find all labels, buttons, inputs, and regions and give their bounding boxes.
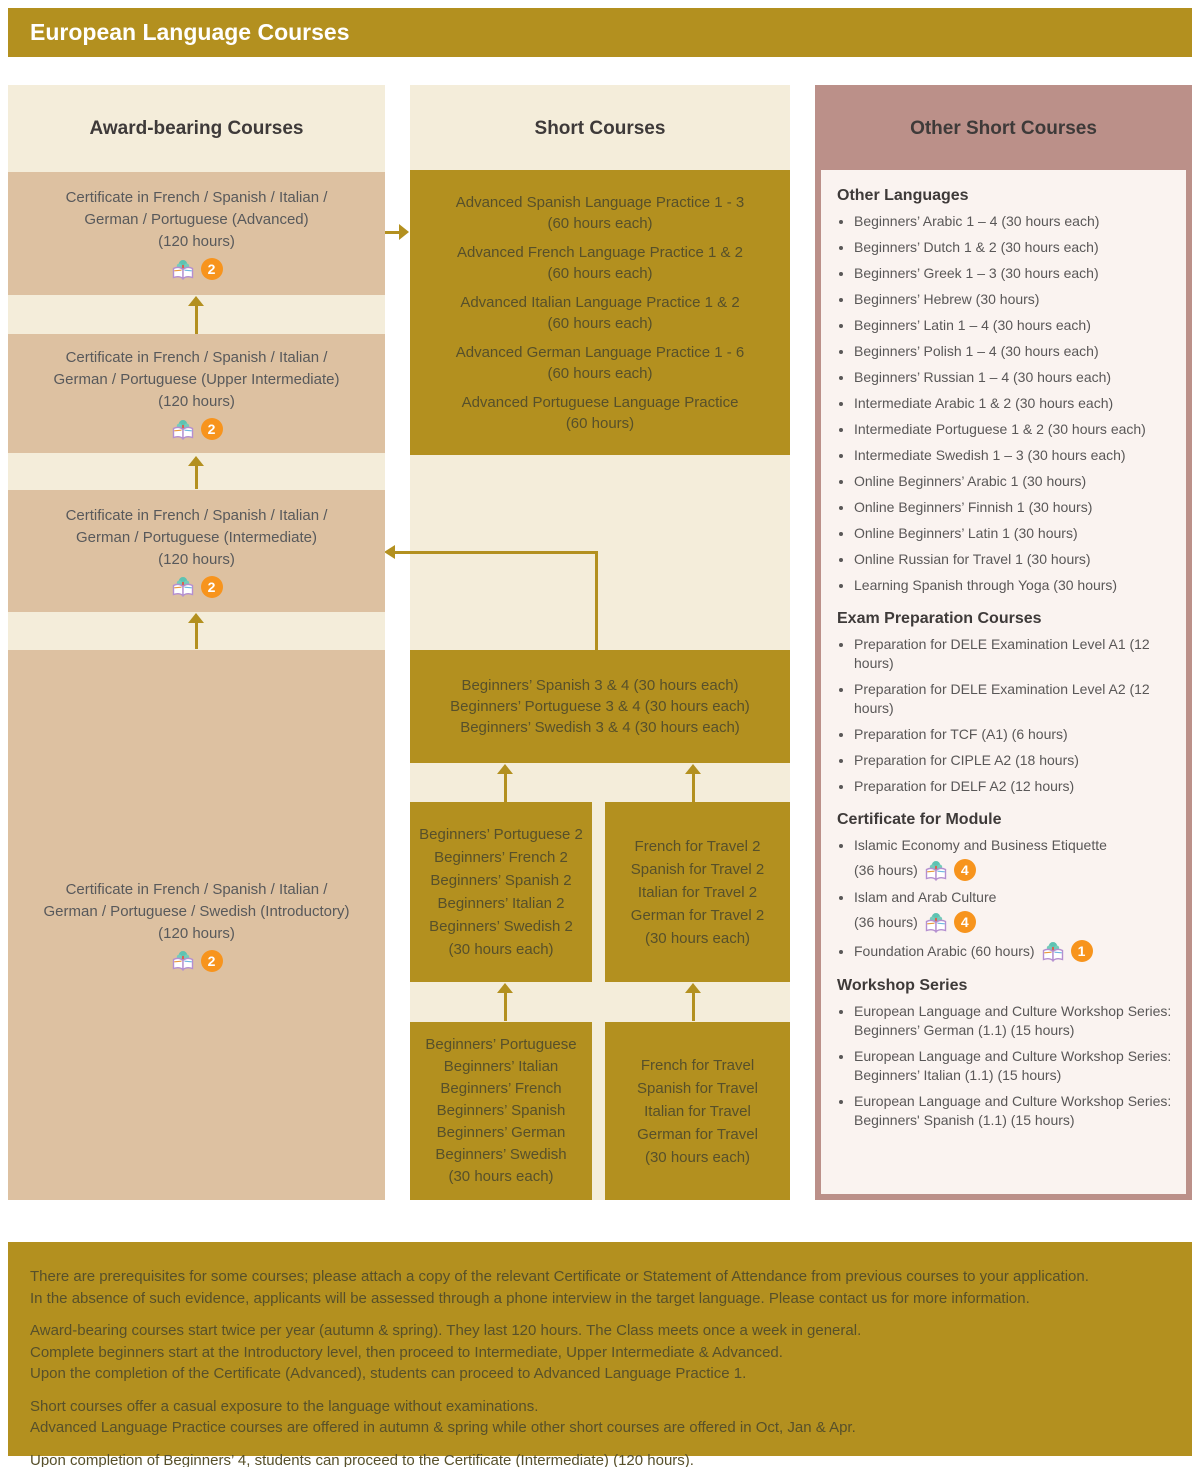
elbow-arrowhead: [384, 545, 395, 559]
course-item: • Learning Spanish through Yoga (30 hours): [854, 576, 1172, 595]
cert-intermediate-box: [8, 490, 385, 612]
course-hours: (60 hours each): [547, 364, 653, 382]
section-heading-exam-prep: Exam Preparation Courses: [837, 610, 1042, 627]
arrow-up-travel2-to-34: [685, 764, 701, 802]
course-item: • Preparation for TCF (A1) (6 hours): [854, 725, 1172, 744]
section-heading-other-languages: Other Languages: [837, 187, 969, 204]
course-title: Advanced Italian Language Practice 1 & 2: [460, 293, 740, 311]
credits-icon: [924, 860, 948, 881]
cert-introductory-box: [8, 650, 385, 1200]
box-line: Certificate in French / Spanish / Italian /: [65, 349, 328, 366]
box-line: (120 hours): [158, 924, 235, 942]
count-badge: 2: [201, 576, 223, 598]
footer-notes: [8, 1242, 1192, 1467]
box-line: (120 hours): [158, 550, 235, 568]
course-hours: (60 hours each): [547, 214, 653, 232]
workshop-list: [837, 1002, 1172, 1130]
course-item: • Preparation for DELE Examination Level A1 (12 hours): [854, 635, 1172, 673]
course-item: • Beginners’ Arabic 1 – 4 (30 hours each): [854, 212, 1172, 231]
credits-icon: [171, 259, 195, 280]
section-heading-cert-module: Certificate for Module: [837, 811, 1002, 828]
other-courses-panel: [821, 170, 1186, 1194]
footer-line: In the absence of such evidence, applicants will be assessed through a phone interview in the target language. Please contact us for more information.: [30, 1289, 1030, 1307]
box-line: Certificate in French / Spanish / Italian /: [65, 189, 328, 206]
cert-advanced-box: [8, 172, 385, 295]
count-badge: 2: [201, 418, 223, 440]
course-title: Advanced German Language Practice 1 - 6: [455, 343, 745, 361]
box-line: Beginners’ Portuguese 3 & 4 (30 hours each): [450, 698, 750, 715]
box-line: (120 hours): [158, 393, 235, 410]
course-title: Islam and Arab Culture: [854, 889, 997, 905]
box-line: (30 hours each): [448, 941, 554, 958]
course-item: • Intermediate Portuguese 1 & 2 (30 hours each): [854, 420, 1172, 439]
course-hours: (60 hours): [565, 414, 635, 432]
box-line: Beginners’ German: [436, 1124, 566, 1141]
footer-line: Advanced Language Practice courses are offered in autumn & spring while other short courses are offered in Oct, Jan & Apr.: [30, 1419, 856, 1436]
course-item: • Online Beginners’ Latin 1 (30 hours): [854, 524, 1172, 543]
course-title: Advanced Portuguese Language Practice: [461, 393, 739, 411]
credits-icon: [171, 576, 195, 597]
course-item: • Online Beginners’ Arabic 1 (30 hours): [854, 472, 1172, 491]
arrow-up-upperint-to-advanced: [188, 296, 204, 336]
arrow-up-beginners2-to-34: [497, 764, 513, 802]
box-line: Italian for Travel 2: [637, 883, 758, 901]
box-line: (30 hours each): [644, 1148, 751, 1166]
box-line: French for Travel: [640, 1056, 755, 1074]
arrow-up-travel1-to-2: [685, 983, 701, 1021]
footer-line: Complete beginners start at the Introductory level, then proceed to Intermediate, Upper Intermediate & Advanced.: [30, 1343, 783, 1361]
footer-paragraph: [30, 1320, 1170, 1385]
box-line: (120 hours): [158, 233, 235, 250]
box-line: German for Travel: [637, 1125, 758, 1143]
other-languages-list: [837, 212, 1172, 595]
footer-line: Upon completion of Beginners’ 4, students can proceed to the Certificate (Intermediate) (120 hours).: [30, 1451, 694, 1467]
footer-paragraph: [30, 1450, 1170, 1467]
course-title: Advanced Spanish Language Practice 1 - 3: [455, 193, 745, 211]
footer-line: Award-bearing courses start twice per year (autumn & spring). They last 120 hours. The Class meets once a week in general.: [30, 1322, 862, 1339]
course-title: • Foundation Arabic (60 hours): [854, 942, 1035, 959]
elbow-connector-beginners4-to-intermediate: [393, 551, 598, 650]
course-hours: (60 hours each): [547, 264, 653, 282]
travel-2-box: [605, 802, 790, 982]
box-line: Beginners’ Portuguese 2: [419, 826, 583, 843]
box-line: Beginners’ French 2: [434, 849, 568, 866]
credits-icon: [171, 950, 195, 971]
course-item: • Beginners’ Polish 1 – 4 (30 hours each): [854, 342, 1172, 361]
box-line: Italian for Travel: [644, 1102, 751, 1120]
box-line: Beginners’ Swedish 3 & 4 (30 hours each): [460, 719, 740, 736]
cert-module-list: [837, 836, 1172, 962]
page-title: European Language Courses: [8, 8, 1192, 57]
course-title: Islamic Economy and Business Etiquette: [854, 837, 1107, 853]
course-item: • Online Beginners’ Finnish 1 (30 hours): [854, 498, 1172, 517]
box-line: French for Travel 2: [634, 837, 761, 855]
box-line: Beginners’ Swedish 2: [429, 918, 573, 935]
course-item: • Beginners’ Dutch 1 & 2 (30 hours each): [854, 238, 1172, 257]
box-line: Beginners’ French: [440, 1080, 562, 1097]
count-badge: 4: [954, 911, 976, 933]
box-line: Beginners’ Spanish: [436, 1102, 566, 1119]
count-badge: 1: [1071, 940, 1093, 962]
box-line: Beginners’ Spanish 3 & 4 (30 hours each): [461, 677, 739, 694]
footer-line: Upon the completion of the Certificate (Advanced), students can proceed to Advanced Language Practice 1.: [30, 1365, 747, 1382]
box-line: Beginners’ Swedish: [435, 1146, 567, 1163]
award-column-header: Award-bearing Courses: [89, 117, 304, 139]
advanced-practice-box: [410, 170, 790, 455]
course-item: [854, 888, 1172, 933]
footer-paragraph: [30, 1396, 1170, 1439]
box-line: German for Travel 2: [630, 906, 765, 924]
count-badge: 2: [201, 950, 223, 972]
course-item: • European Language and Culture Workshop Series: Beginners' Spanish (1.1) (15 hours): [854, 1092, 1172, 1130]
cert-upper-intermediate-box: [8, 334, 385, 453]
course-hours: (36 hours): [854, 861, 918, 878]
course-item: • Online Russian for Travel 1 (30 hours): [854, 550, 1172, 569]
footer-line: Short courses offer a casual exposure to the language without examinations.: [30, 1397, 539, 1415]
course-item: • Beginners’ Greek 1 – 3 (30 hours each): [854, 264, 1172, 283]
box-line: (30 hours each): [448, 1168, 554, 1185]
other-column-header: Other Short Courses: [910, 117, 1097, 139]
course-item: • European Language and Culture Workshop Series: Beginners’ German (1.1) (15 hours): [854, 1002, 1172, 1040]
beginners-3-4-box: [410, 650, 790, 763]
course-hours: (60 hours each): [547, 314, 653, 332]
box-line: Beginners’ Italian 2: [437, 895, 565, 912]
beginners-1-box: [410, 1022, 592, 1200]
footer-paragraph: [30, 1266, 1170, 1309]
count-badge: 2: [201, 258, 223, 280]
course-item: • Beginners’ Hebrew (30 hours): [854, 290, 1172, 309]
credits-icon: [1041, 941, 1065, 962]
box-line: Spanish for Travel 2: [630, 860, 765, 878]
box-line: German / Portuguese / Swedish (Introductory): [43, 902, 350, 920]
beginners-2-box: [410, 802, 592, 982]
course-item: • European Language and Culture Workshop Series: Beginners’ Italian (1.1) (15 hours): [854, 1047, 1172, 1085]
course-item: • Beginners’ Russian 1 – 4 (30 hours each): [854, 368, 1172, 387]
section-heading-workshop: Workshop Series: [837, 977, 968, 994]
course-item: [854, 940, 1172, 962]
arrow-up-intro-to-int: [188, 613, 204, 649]
course-hours: (36 hours): [854, 913, 918, 930]
short-column-header: Short Courses: [534, 117, 666, 139]
box-line: Beginners’ Spanish 2: [430, 872, 572, 889]
course-item: • Preparation for DELE Examination Level A2 (12 hours): [854, 680, 1172, 718]
box-line: Beginners’ Italian: [443, 1058, 559, 1075]
course-item: • Intermediate Swedish 1 – 3 (30 hours each): [854, 446, 1172, 465]
course-item: [854, 836, 1172, 881]
box-line: Certificate in French / Spanish / Italian /: [65, 880, 328, 898]
exam-prep-list: [837, 635, 1172, 796]
box-line: German / Portuguese (Intermediate): [76, 528, 317, 546]
course-title: Advanced French Language Practice 1 & 2: [456, 243, 744, 261]
box-line: German / Portuguese (Upper Intermediate): [53, 371, 340, 388]
count-badge: 4: [954, 859, 976, 881]
footer-line: There are prerequisites for some courses; please attach a copy of the relevant Certificate or Statement of Attendance from previous courses to your application.: [30, 1268, 1089, 1285]
box-line: Spanish for Travel: [637, 1079, 758, 1097]
arrow-right-advancedcert-to-practice: [385, 224, 409, 240]
credits-icon: [171, 419, 195, 440]
box-line: German / Portuguese (Advanced): [84, 211, 309, 228]
course-item: • Preparation for DELF A2 (12 hours): [854, 777, 1172, 796]
travel-1-box: [605, 1022, 790, 1200]
box-line: Beginners’ Portuguese: [425, 1036, 577, 1053]
course-item: • Beginners’ Latin 1 – 4 (30 hours each): [854, 316, 1172, 335]
arrow-up-beginners1-to-2: [497, 983, 513, 1021]
box-line: Certificate in French / Spanish / Italian /: [65, 506, 328, 524]
box-line: (30 hours each): [644, 929, 751, 947]
arrow-up-int-to-upperint: [188, 456, 204, 489]
course-item: • Preparation for CIPLE A2 (18 hours): [854, 751, 1172, 770]
course-item: • Intermediate Arabic 1 & 2 (30 hours each): [854, 394, 1172, 413]
credits-icon: [924, 912, 948, 933]
